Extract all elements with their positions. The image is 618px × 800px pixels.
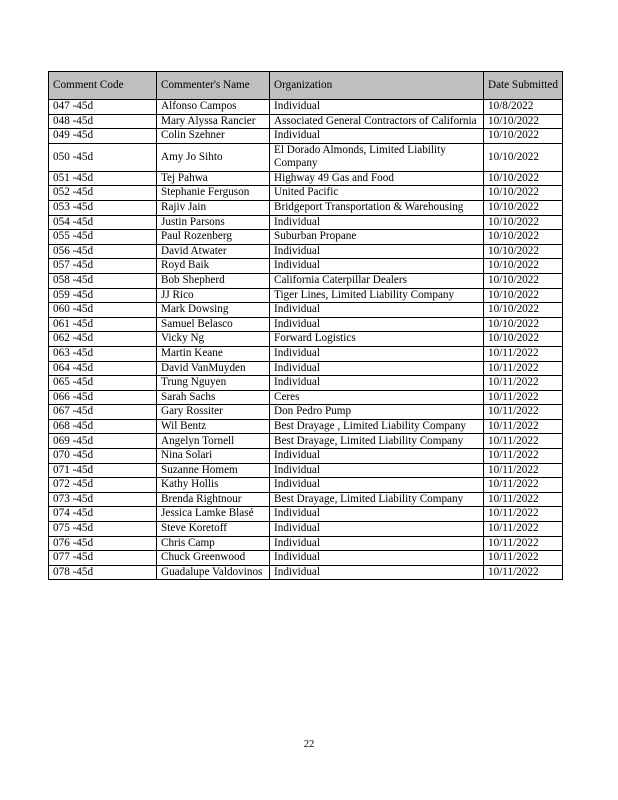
table-row: [49, 346, 563, 361]
organization-cell: Individual: [270, 303, 484, 318]
commenter-name-cell: Guadalupe Valdovinos: [157, 565, 270, 580]
date-submitted-cell: 10/11/2022: [484, 346, 563, 361]
date-submitted-cell: 10/11/2022: [484, 463, 563, 478]
organization-cell: Individual: [270, 478, 484, 493]
commenter-name-cell: David VanMuyden: [157, 361, 270, 376]
commenter-name-cell: Samuel Belasco: [157, 317, 270, 332]
organization-cell: Individual: [270, 129, 484, 144]
table-row: [49, 478, 563, 493]
organization-cell: Tiger Lines, Limited Liability Company: [270, 288, 484, 303]
commenter-name-cell: Gary Rossiter: [157, 405, 270, 420]
commenter-name-cell: Chuck Greenwood: [157, 551, 270, 566]
commenter-name-cell: Jessica Lamke Blasé: [157, 507, 270, 522]
comment-code-cell: 056 -45d: [49, 244, 157, 259]
comment-code-cell: 052 -45d: [49, 186, 157, 201]
date-submitted-cell: 10/10/2022: [484, 114, 563, 129]
commenter-name-cell: Nina Solari: [157, 449, 270, 464]
organization-cell: Ceres: [270, 390, 484, 405]
commenter-name-cell: Kathy Hollis: [157, 478, 270, 493]
organization-cell: Individual: [270, 463, 484, 478]
comment-code-cell: 072 -45d: [49, 478, 157, 493]
comment-code-cell: 075 -45d: [49, 522, 157, 537]
organization-cell: Best Drayage, Limited Liability Company: [270, 492, 484, 507]
date-submitted-cell: 10/11/2022: [484, 390, 563, 405]
organization-cell: Individual: [270, 317, 484, 332]
commenter-name-cell: Vicky Ng: [157, 332, 270, 347]
commenter-name-cell: Colin Szehner: [157, 129, 270, 144]
date-submitted-cell: 10/11/2022: [484, 536, 563, 551]
commenter-name-cell: Angelyn Tornell: [157, 434, 270, 449]
date-submitted-cell: 10/11/2022: [484, 405, 563, 420]
header-commenter-name: Commenter's Name: [157, 72, 270, 100]
date-submitted-cell: 10/10/2022: [484, 230, 563, 245]
date-submitted-cell: 10/11/2022: [484, 376, 563, 391]
organization-cell: Individual: [270, 551, 484, 566]
organization-cell: Individual: [270, 100, 484, 115]
comment-code-cell: 053 -45d: [49, 200, 157, 215]
date-submitted-cell: 10/10/2022: [484, 332, 563, 347]
organization-cell: Bridgeport Transportation & Warehousing: [270, 200, 484, 215]
header-organization: Organization: [270, 72, 484, 100]
table-row: [49, 419, 563, 434]
date-submitted-cell: 10/11/2022: [484, 419, 563, 434]
table-row: [49, 361, 563, 376]
organization-cell: Highway 49 Gas and Food: [270, 171, 484, 186]
organization-cell: Individual: [270, 361, 484, 376]
date-submitted-cell: 10/8/2022: [484, 100, 563, 115]
comment-code-cell: 058 -45d: [49, 273, 157, 288]
date-submitted-cell: 10/10/2022: [484, 244, 563, 259]
table-row: [49, 171, 563, 186]
header-date-submitted: Date Submitted: [484, 72, 563, 100]
table-row: [49, 114, 563, 129]
organization-cell: California Caterpillar Dealers: [270, 273, 484, 288]
organization-cell: Individual: [270, 449, 484, 464]
table-row: [49, 288, 563, 303]
table-row: [49, 492, 563, 507]
table-row: [49, 390, 563, 405]
commenter-name-cell: JJ Rico: [157, 288, 270, 303]
comment-code-cell: 078 -45d: [49, 565, 157, 580]
page-number: 22: [303, 739, 315, 750]
commenter-name-cell: Mark Dowsing: [157, 303, 270, 318]
comment-code-cell: 060 -45d: [49, 303, 157, 318]
comment-code-cell: 054 -45d: [49, 215, 157, 230]
comment-code-cell: 066 -45d: [49, 390, 157, 405]
comment-code-cell: 067 -45d: [49, 405, 157, 420]
table-row: [49, 522, 563, 537]
commenter-name-cell: Amy Jo Sihto: [157, 143, 270, 171]
table-row: [49, 507, 563, 522]
commenter-name-cell: Martin Keane: [157, 346, 270, 361]
table-row: [49, 317, 563, 332]
commenter-name-cell: Sarah Sachs: [157, 390, 270, 405]
commenter-name-cell: Justin Parsons: [157, 215, 270, 230]
table-row: [49, 259, 563, 274]
date-submitted-cell: 10/11/2022: [484, 449, 563, 464]
table-row: [49, 332, 563, 347]
commenter-name-cell: Stephanie Ferguson: [157, 186, 270, 201]
date-submitted-cell: 10/10/2022: [484, 259, 563, 274]
comment-code-cell: 076 -45d: [49, 536, 157, 551]
comment-code-cell: 068 -45d: [49, 419, 157, 434]
comment-code-cell: 048 -45d: [49, 114, 157, 129]
comment-code-cell: 049 -45d: [49, 129, 157, 144]
comment-code-cell: 047 -45d: [49, 100, 157, 115]
table-header: [49, 72, 563, 100]
date-submitted-cell: 10/10/2022: [484, 143, 563, 171]
date-submitted-cell: 10/11/2022: [484, 565, 563, 580]
date-submitted-cell: 10/11/2022: [484, 478, 563, 493]
commenter-name-cell: Bob Shepherd: [157, 273, 270, 288]
date-submitted-cell: 10/10/2022: [484, 215, 563, 230]
organization-cell: Forward Logistics: [270, 332, 484, 347]
table-row: [49, 551, 563, 566]
date-submitted-cell: 10/11/2022: [484, 551, 563, 566]
comment-code-cell: 065 -45d: [49, 376, 157, 391]
comment-code-cell: 074 -45d: [49, 507, 157, 522]
table-row: [49, 536, 563, 551]
commenter-name-cell: Royd Baik: [157, 259, 270, 274]
table-row: [49, 100, 563, 115]
commenter-name-cell: Tej Pahwa: [157, 171, 270, 186]
date-submitted-cell: 10/11/2022: [484, 492, 563, 507]
commenter-name-cell: Chris Camp: [157, 536, 270, 551]
date-submitted-cell: 10/10/2022: [484, 200, 563, 215]
comment-code-cell: 061 -45d: [49, 317, 157, 332]
table-row: [49, 449, 563, 464]
comment-code-cell: 071 -45d: [49, 463, 157, 478]
organization-cell: Individual: [270, 565, 484, 580]
comment-code-cell: 077 -45d: [49, 551, 157, 566]
organization-cell: Individual: [270, 522, 484, 537]
commenter-name-cell: Steve Koretoff: [157, 522, 270, 537]
date-submitted-cell: 10/11/2022: [484, 361, 563, 376]
date-submitted-cell: 10/10/2022: [484, 129, 563, 144]
commenter-name-cell: Rajiv Jain: [157, 200, 270, 215]
commenter-name-cell: Wil Bentz: [157, 419, 270, 434]
comment-code-cell: 051 -45d: [49, 171, 157, 186]
organization-cell: Individual: [270, 507, 484, 522]
date-submitted-cell: 10/10/2022: [484, 303, 563, 318]
table-row: [49, 463, 563, 478]
commenter-name-cell: Brenda Rightnour: [157, 492, 270, 507]
comment-code-cell: 062 -45d: [49, 332, 157, 347]
organization-cell: Suburban Propane: [270, 230, 484, 245]
organization-cell: Individual: [270, 215, 484, 230]
comment-code-cell: 055 -45d: [49, 230, 157, 245]
table-row: [49, 200, 563, 215]
comment-code-cell: 069 -45d: [49, 434, 157, 449]
comment-code-cell: 063 -45d: [49, 346, 157, 361]
header-row: [49, 72, 563, 100]
table-row: [49, 405, 563, 420]
comment-code-cell: 050 -45d: [49, 143, 157, 171]
date-submitted-cell: 10/11/2022: [484, 522, 563, 537]
date-submitted-cell: 10/11/2022: [484, 434, 563, 449]
table-row: [49, 434, 563, 449]
table-row: [49, 565, 563, 580]
commenter-name-cell: Suzanne Homem: [157, 463, 270, 478]
table-row: [49, 244, 563, 259]
table-row: [49, 143, 563, 171]
organization-cell: Best Drayage , Limited Liability Company: [270, 419, 484, 434]
table-row: [49, 376, 563, 391]
table-row: [49, 273, 563, 288]
table-row: [49, 303, 563, 318]
commenter-name-cell: David Atwater: [157, 244, 270, 259]
table-body: [49, 100, 563, 580]
organization-cell: Individual: [270, 259, 484, 274]
organization-cell: Individual: [270, 536, 484, 551]
commenter-name-cell: Trung Nguyen: [157, 376, 270, 391]
organization-cell: United Pacific: [270, 186, 484, 201]
organization-cell: Individual: [270, 376, 484, 391]
comment-code-cell: 059 -45d: [49, 288, 157, 303]
organization-cell: Individual: [270, 244, 484, 259]
organization-cell: Individual: [270, 346, 484, 361]
table-row: [49, 186, 563, 201]
organization-cell: Don Pedro Pump: [270, 405, 484, 420]
comment-code-cell: 064 -45d: [49, 361, 157, 376]
date-submitted-cell: 10/11/2022: [484, 507, 563, 522]
commenter-name-cell: Paul Rozenberg: [157, 230, 270, 245]
date-submitted-cell: 10/10/2022: [484, 171, 563, 186]
date-submitted-cell: 10/10/2022: [484, 186, 563, 201]
commenter-name-cell: Mary Alyssa Rancier: [157, 114, 270, 129]
date-submitted-cell: 10/10/2022: [484, 288, 563, 303]
comment-code-cell: 057 -45d: [49, 259, 157, 274]
table-row: [49, 129, 563, 144]
date-submitted-cell: 10/10/2022: [484, 273, 563, 288]
comment-code-cell: 073 -45d: [49, 492, 157, 507]
commenter-name-cell: Alfonso Campos: [157, 100, 270, 115]
header-comment-code: Comment Code: [49, 72, 157, 100]
table-row: [49, 215, 563, 230]
comments-table: [48, 71, 563, 580]
organization-cell: Associated General Contractors of California: [270, 114, 484, 129]
date-submitted-cell: 10/10/2022: [484, 317, 563, 332]
organization-cell: El Dorado Almonds, Limited Liability Company: [270, 143, 484, 171]
organization-cell: Best Drayage, Limited Liability Company: [270, 434, 484, 449]
table-row: [49, 230, 563, 245]
comment-code-cell: 070 -45d: [49, 449, 157, 464]
